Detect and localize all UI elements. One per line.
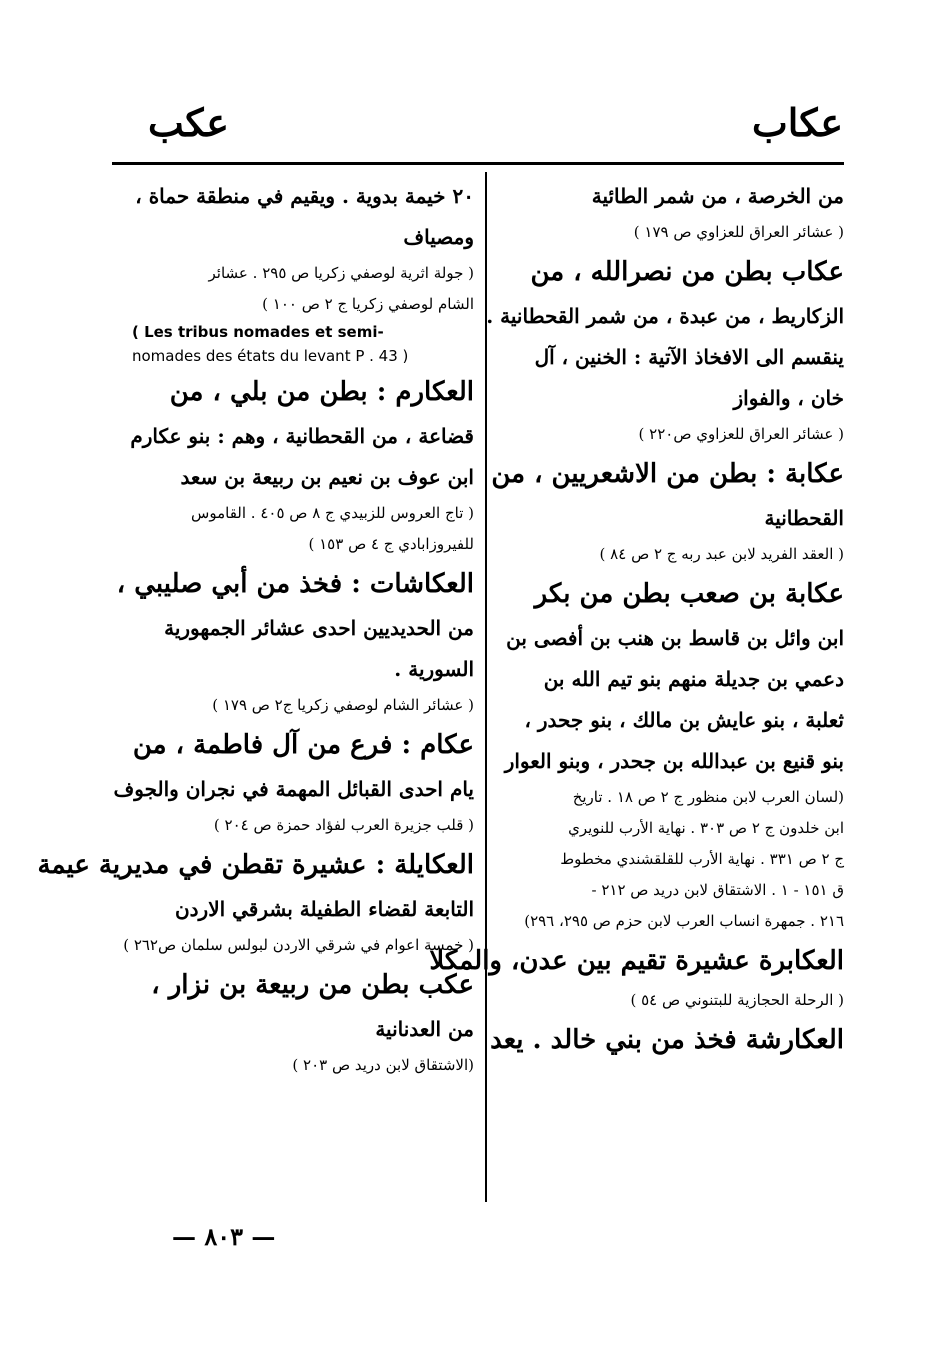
text-line: خان ، والفواز [733, 386, 844, 410]
text-line: من الخرصة ، من شمر الطائية [591, 184, 844, 208]
text-line: بنو قنيع بن عبدالله بن جحدر ، وبنو العوار [504, 749, 844, 773]
citation-line: ( قلب جزيرة العرب لفؤاد حمزة ص ٢٠٤ ) [213, 816, 474, 834]
text-line: ابن عوف بن نعيم بن ربيعة بن سعد [180, 465, 474, 489]
text-line: ومصياف [403, 225, 474, 249]
text-line: من الحديديين احدى عشائر الجمهورية [164, 616, 474, 640]
citation-line: ( جولة اثرية لوصفي زكريا ص ٢٩٥ . عشائر [208, 264, 474, 282]
header-rule [112, 162, 844, 165]
entry-heading-line: عكام : فرع من آل فاطمة ، من [132, 730, 474, 760]
citation-line: ابن خلدون ج ٢ ص ٣٠٣ . نهاية الأرب للنويري [568, 819, 844, 837]
citation-line: ( خمسة اعوام في شرقي الاردن لبولس سلمان ص٢٦٢ ) [123, 936, 474, 954]
citation-line: ( عشائر العراق للعزاوي ص ١٧٩ ) [633, 223, 844, 241]
left-column [37, 176, 474, 1081]
citation-line: (الاشتقاق لابن دريد ص ٢٠٣ ) [292, 1056, 474, 1074]
entry-heading-line: العكايلة : عشيرة تقطن في مديرية عيمة [37, 850, 474, 880]
entry-heading-line: عكب بطن من ربيعة بن نزار ، [151, 970, 474, 1000]
text-line: ثعلبة ، بنو عايش بن مالك ، بنو جحدر ، [524, 708, 844, 732]
running-header-right: عكاب [751, 100, 843, 145]
text-line: ينقسم الى الافخاذ الآتية : الخنين ، آل [534, 345, 844, 369]
entry-heading-line: العكارم : بطن من بلي ، من [169, 377, 474, 407]
entry-heading-line: العكابرة عشيرة تقيم بين عدن، والمكلا [429, 946, 844, 976]
citation-line: ( العقد الفريد لابن عبد ربه ج ٢ ص ٨٤ ) [599, 545, 844, 563]
entry-heading-line: عكاب بطن من نصرالله ، من [530, 257, 844, 287]
text-line: من العدنانية [375, 1017, 474, 1041]
citation-line: للفيروزابادي ج ٤ ص ١٥٣ ) [308, 535, 474, 553]
text-line: قضاعة ، من القحطانية ، وهم : بنو عكارم [130, 424, 474, 448]
page-number: — ٨٠٣ — [172, 1222, 276, 1251]
citation-line: ٢١٦ . جمهرة انساب العرب لابن حزم ص ٢٩٥، ٢٩٦) [524, 912, 844, 930]
text-line: دعمي بن جديلة منهم بنو تيم الله بن [543, 667, 844, 691]
text-line: يام احدى القبائل المهمة في نجران والجوف [113, 777, 474, 801]
citation-line: ج ٢ ص ٣٣١ . نهاية الأرب للقلقشندي مخطوط [560, 850, 844, 868]
text-line: التابعة لقضاء الطفيلة بشرقي الاردن [174, 897, 474, 921]
entry-heading-line: العكارشة فخذ من بني خالد . يعد [490, 1025, 844, 1055]
citation-line: الشام لوصفي زكريا ج ٢ ص ١٠٠ ) [262, 295, 474, 313]
text-line: السورية . [394, 657, 474, 681]
citation-line: ( الرحلة الحجازية للبتنوني ص ٥٤ ) [630, 991, 844, 1009]
citation-line: ق ١٥١ - ١ . الاشتقاق لابن دريد ص ٢١٢ - [591, 881, 844, 899]
text-line: ( Les tribus nomades et semi- [132, 323, 384, 341]
text-line: الزكاريط ، من عبدة ، من شمر القحطانية . [486, 304, 844, 328]
citation-line: ( عشائر الشام لوصفي زكريا ج٢ ص ١٧٩ ) [212, 696, 474, 714]
citation-line: ( عشائر العراق للعزاوي ص٢٢٠ ) [638, 425, 844, 443]
text-line: nomades des états du levant P . 43 ) [132, 347, 409, 365]
text-line: ابن وائل بن قاسط بن هنب بن أفصى بن [506, 626, 844, 650]
running-header-left: عكب [148, 100, 229, 145]
citation-line: (لسان العرب لابن منظور ج ٢ ص ١٨ . تاريخ [572, 788, 844, 806]
entry-heading-line: عكابة بن صعب بطن من بكر [534, 579, 844, 609]
citation-line: ( تاج العروس للزبيدي ج ٨ ص ٤٠٥ . القاموس [191, 504, 474, 522]
text-line: القحطانية [764, 506, 844, 530]
text-line: ٢٠ خيمة بدوية . ويقيم في منطقة حماة ، [135, 184, 474, 208]
entry-heading-line: العكاشات : فخذ من أبي صليبي ، [116, 569, 474, 599]
entry-heading-line: عكابة : بطن من الاشعريين ، من [491, 459, 844, 489]
